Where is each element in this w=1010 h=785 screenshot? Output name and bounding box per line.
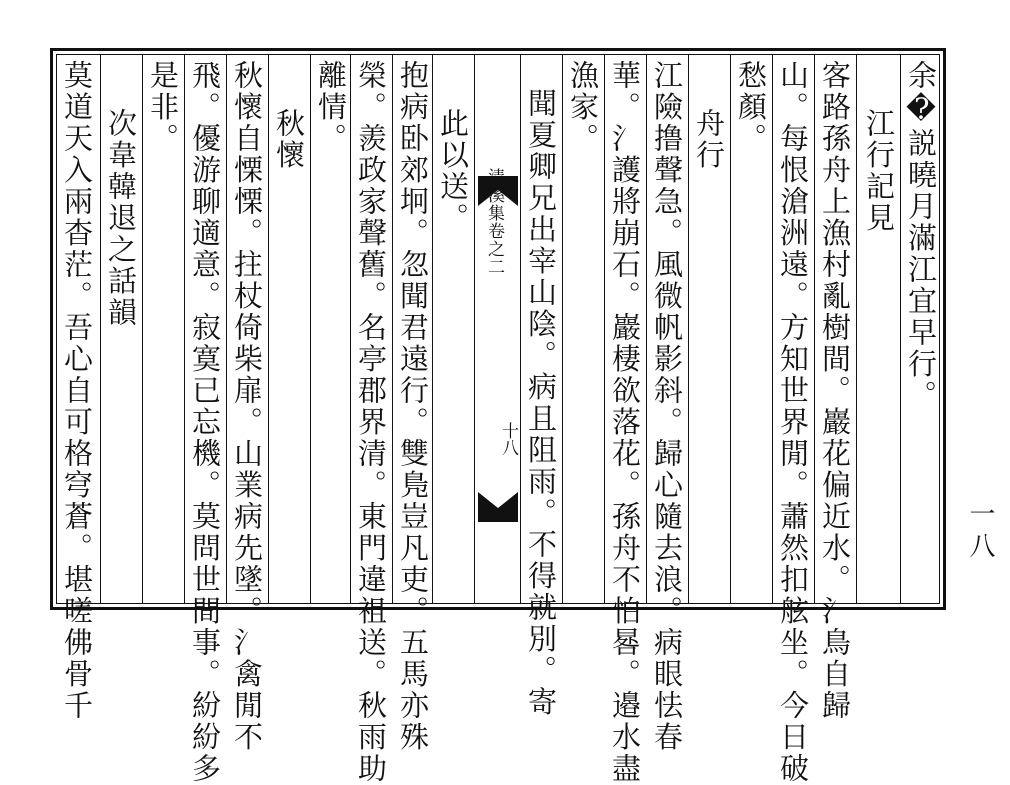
column-rule [268, 55, 269, 603]
text-column: 榮。羨政家聲舊。名亭郡界清。東門違祖送。秋雨助 [354, 60, 388, 785]
text-column: 抱病卧郊坰。忽聞君遠行。雙鳬豈凡吏。五馬亦殊 [396, 60, 430, 753]
fish-tail-mark-bottom [478, 492, 518, 522]
column-rule [856, 55, 857, 603]
text-column: 秋懷 [272, 108, 306, 171]
volume-title: 清溪集卷之二 [484, 168, 504, 276]
column-rule [814, 55, 815, 603]
column-rule [900, 55, 901, 603]
text-column: 是非。 [146, 60, 180, 155]
text-column: 余�説曉月滿江宜早行。 [904, 60, 938, 412]
column-rule [184, 55, 185, 603]
text-column: 江險撸聲急。風微帆影斜。歸心隨去浪。病眼怯春 [650, 60, 684, 753]
column-rule [100, 55, 101, 603]
text-column: 離情。 [314, 60, 348, 155]
column-rule [520, 55, 521, 603]
column-rule [604, 55, 605, 603]
text-column: 此以送。 [436, 108, 470, 234]
column-rule [730, 55, 731, 603]
column-rule [688, 55, 689, 603]
text-column: 飛。優游聊適意。寂寞已忘機。莫問世間事。紛紛多 [188, 60, 222, 785]
text-column: 漁家。 [566, 60, 600, 155]
column-rule [392, 55, 393, 603]
column-rule [772, 55, 773, 603]
folio-number: 十八 [498, 422, 518, 456]
text-column: 莫道天入兩杳茫。吾心自可格穹蒼。堪嗟佛骨千 [60, 60, 94, 722]
text-column: 秋懷自慄慄。拄杖倚柴扉。山業病先墜。氵禽閒不 [230, 60, 264, 753]
column-rule [432, 55, 433, 603]
text-column: 聞夏卿兄出宰山陰。病且阻雨。不得就別。寄 [524, 88, 558, 718]
text-column: 舟行 [692, 108, 726, 171]
text-column: 次韋韓退之話韻 [104, 108, 138, 329]
column-rule [562, 55, 563, 603]
margin-page-number: 一八 [965, 500, 995, 564]
column-rule [646, 55, 647, 603]
text-column: 客路孫舟上漁村亂樹間。巖花偏近水。氵鳥自歸 [818, 60, 852, 722]
text-column: 愁顏。 [734, 60, 768, 155]
column-rule [350, 55, 351, 603]
column-rule [142, 55, 143, 603]
text-column: 山。每恨滄洲遠。方知世界閒。蕭然扣舷坐。今日破 [776, 60, 810, 785]
column-rule [226, 55, 227, 603]
text-column: 華。氵護將崩石。巖棲欲落花。孫舟不怕晷。邉水盡 [608, 60, 642, 785]
text-column: 江行記見 [862, 108, 896, 234]
column-rule [474, 55, 475, 603]
column-rule [310, 55, 311, 603]
